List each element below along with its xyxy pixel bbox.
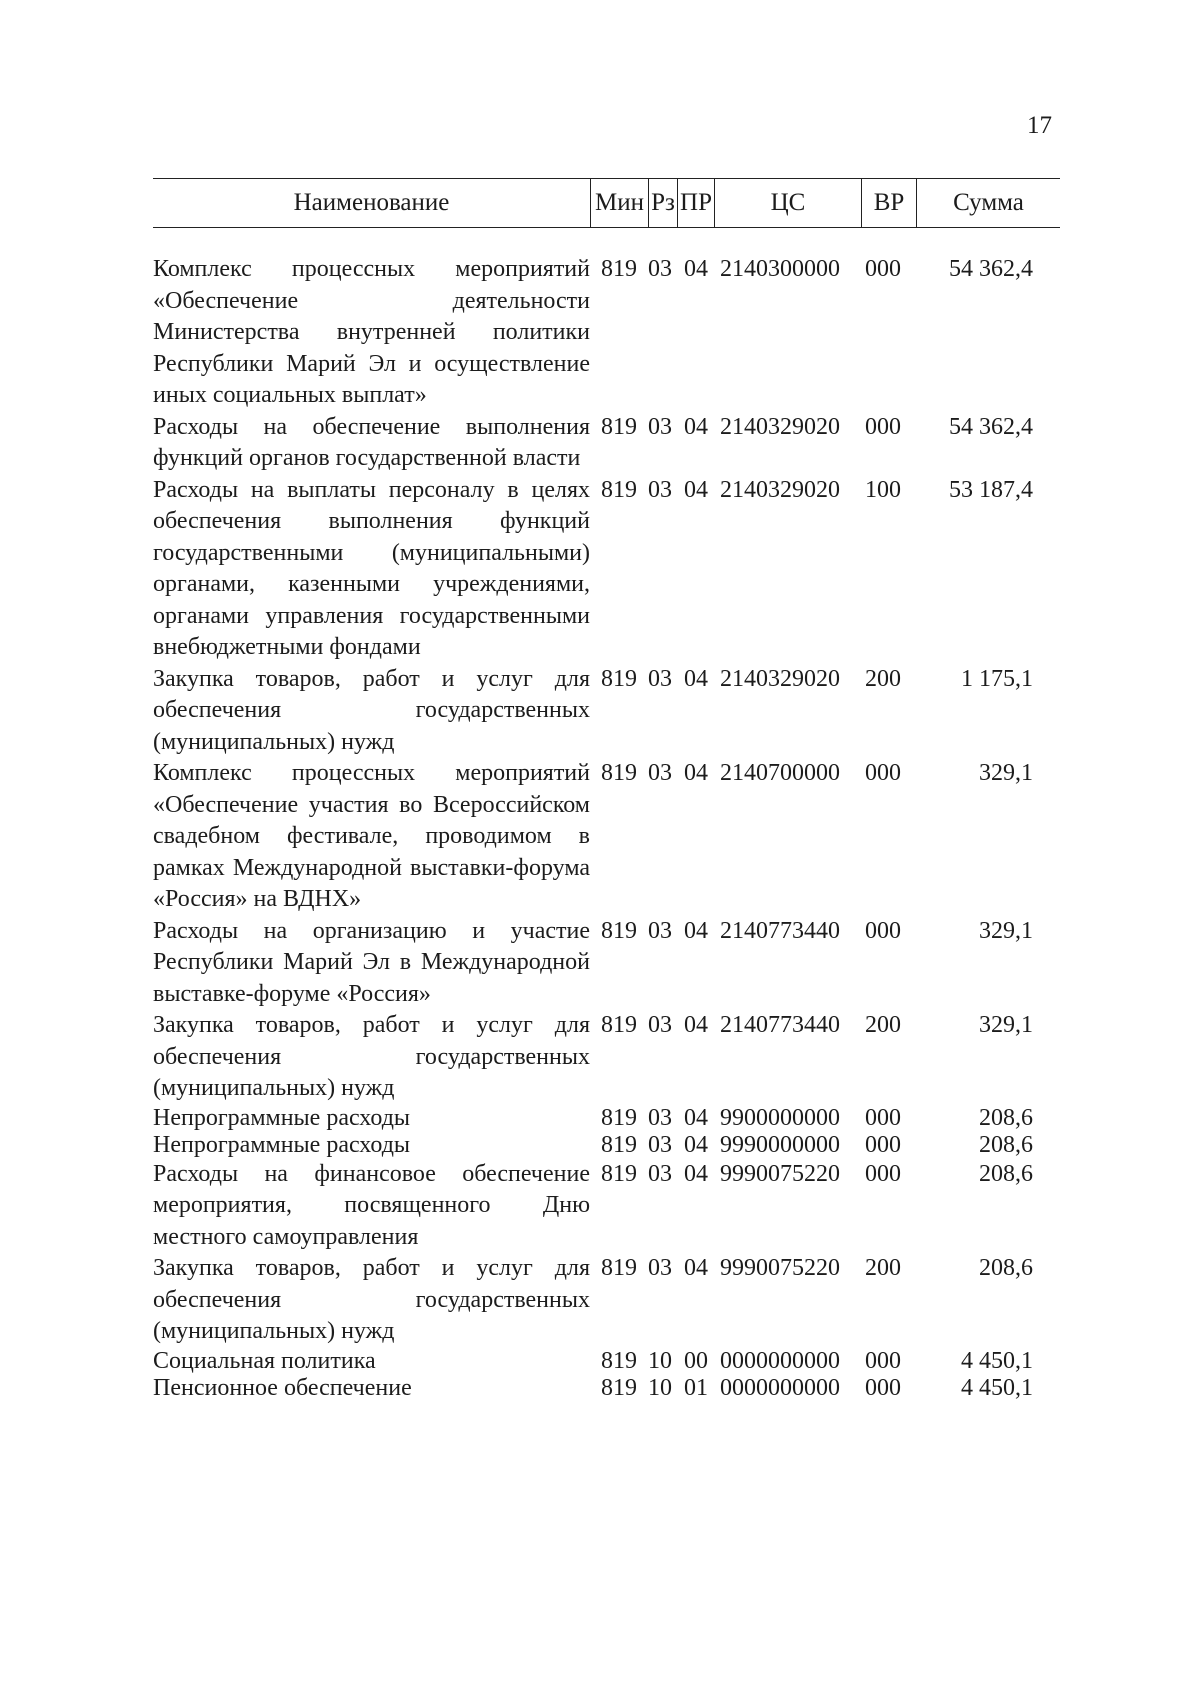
table-row — [153, 1105, 1060, 1132]
row-min: 819 — [601, 1374, 637, 1401]
row-name: Расходы на выплаты персоналу в целях обеспечения выполнения функций государственными (муниципальными) органами, казенными учреждениями, органами управления государственными внебюджетными фондами — [153, 476, 590, 660]
row-cs: 9990000000 — [720, 1131, 840, 1158]
row-min: 819 — [601, 1012, 637, 1038]
row-name: Закупка товаров, работ и услуг для обеспечения государственных (муниципальных) нужд — [153, 1012, 590, 1101]
row-sum: 208,6 — [979, 1104, 1033, 1131]
row-name: Непрограммные расходы — [153, 1104, 411, 1131]
page-number: 17 — [1027, 112, 1052, 139]
row-rz: 03 — [648, 1255, 672, 1281]
row-rz: 03 — [648, 1160, 672, 1187]
row-min: 819 — [601, 1347, 637, 1374]
row-cs: 2140329020 — [720, 413, 840, 440]
row-name: Комплекс процессных мероприятий «Обеспечение деятельности Министерства внутренней политики Республики Марий Эл и осуществление иных социальных выплат» — [153, 256, 590, 408]
row-sum: 1 175,1 — [961, 665, 1033, 692]
row-vr: 200 — [865, 1255, 901, 1281]
table-row — [153, 254, 1060, 412]
row-pr: 04 — [684, 256, 708, 282]
table-row — [153, 664, 1060, 759]
row-vr: 000 — [865, 413, 901, 440]
table-row — [153, 916, 1060, 1011]
row-rz: 03 — [648, 476, 672, 503]
row-pr: 04 — [684, 1104, 708, 1131]
table-row — [153, 1375, 1060, 1402]
row-name: Комплекс процессных мероприятий «Обеспечение участия во Всероссийском свадебном фестивале, проводимом в рамках Международной выставки-форума «Россия» на ВДНХ» — [153, 760, 590, 912]
table-row — [153, 1159, 1060, 1254]
row-pr: 04 — [684, 1012, 708, 1038]
row-rz: 10 — [648, 1374, 672, 1401]
table-row — [153, 1253, 1060, 1348]
row-cs: 2140329020 — [720, 665, 840, 692]
budget-table — [153, 178, 1060, 1402]
row-min: 819 — [601, 917, 637, 944]
row-vr: 000 — [865, 1374, 901, 1401]
header-name: Наименование — [293, 189, 450, 216]
row-pr: 04 — [684, 665, 708, 692]
row-vr: 000 — [865, 1160, 901, 1187]
table-body — [153, 254, 1060, 1402]
row-vr: 000 — [865, 1347, 901, 1374]
row-pr: 04 — [684, 413, 708, 440]
row-vr: 200 — [865, 665, 901, 692]
row-rz: 03 — [648, 256, 672, 282]
row-min: 819 — [601, 476, 637, 503]
row-name: Пенсионное обеспечение — [153, 1374, 412, 1401]
row-name: Непрограммные расходы — [153, 1131, 411, 1158]
row-rz: 10 — [648, 1347, 672, 1374]
table-row — [153, 412, 1060, 475]
row-rz: 03 — [648, 1012, 672, 1038]
row-vr: 000 — [865, 1104, 901, 1131]
row-min: 819 — [601, 760, 637, 786]
row-rz: 03 — [648, 665, 672, 692]
row-rz: 03 — [648, 1104, 672, 1131]
row-name: Расходы на финансовое обеспечение мероприятия, посвященного Дню местного самоуправления — [153, 1160, 590, 1250]
row-name: Расходы на обеспечение выполнения функций органов государственной власти — [153, 413, 590, 471]
row-pr: 01 — [684, 1374, 708, 1401]
header-min: Мин — [590, 179, 648, 227]
row-sum: 208,6 — [979, 1255, 1033, 1281]
row-pr: 04 — [684, 1160, 708, 1187]
header-rz: Рз — [648, 179, 677, 227]
table-header — [153, 178, 1060, 228]
row-vr: 000 — [865, 1131, 901, 1158]
row-sum: 329,1 — [979, 1012, 1033, 1038]
table-row — [153, 1348, 1060, 1375]
row-sum: 53 187,4 — [949, 476, 1033, 503]
row-min: 819 — [601, 256, 637, 282]
row-sum: 4 450,1 — [961, 1374, 1033, 1401]
row-name: Социальная политика — [153, 1347, 376, 1374]
row-min: 819 — [601, 413, 637, 440]
row-cs: 2140329020 — [720, 476, 840, 503]
row-min: 819 — [601, 1255, 637, 1281]
row-pr: 04 — [684, 760, 708, 786]
row-sum: 329,1 — [979, 917, 1033, 944]
table-row — [153, 758, 1060, 916]
row-pr: 04 — [684, 476, 708, 503]
header-pr: ПР — [677, 179, 715, 227]
row-min: 819 — [601, 665, 637, 692]
row-pr: 04 — [684, 917, 708, 944]
row-sum: 329,1 — [979, 760, 1033, 786]
row-rz: 03 — [648, 413, 672, 440]
row-cs: 2140773440 — [720, 917, 840, 944]
row-rz: 03 — [648, 917, 672, 944]
row-vr: 000 — [865, 760, 901, 786]
header-cs: ЦС — [770, 189, 806, 216]
row-rz: 03 — [648, 760, 672, 786]
table-row — [153, 1010, 1060, 1105]
table-row — [153, 475, 1060, 664]
row-sum: 54 362,4 — [949, 413, 1033, 440]
row-vr: 200 — [865, 1012, 901, 1038]
row-sum: 54 362,4 — [949, 256, 1033, 282]
row-cs: 0000000000 — [720, 1347, 840, 1374]
row-sum: 4 450,1 — [961, 1347, 1033, 1374]
row-name: Расходы на организацию и участие Республики Марий Эл в Международной выставке-форуме «Россия» — [153, 917, 590, 1007]
row-vr: 000 — [865, 256, 901, 282]
row-name: Закупка товаров, работ и услуг для обеспечения государственных (муниципальных) нужд — [153, 665, 590, 755]
row-pr: 04 — [684, 1131, 708, 1158]
row-vr: 100 — [865, 476, 901, 503]
row-cs: 9990075220 — [720, 1255, 840, 1281]
row-min: 819 — [601, 1131, 637, 1158]
row-cs: 2140773440 — [720, 1012, 840, 1038]
row-sum: 208,6 — [979, 1131, 1033, 1158]
header-sum: Сумма — [953, 189, 1024, 216]
row-cs: 0000000000 — [720, 1374, 840, 1401]
row-rz: 03 — [648, 1131, 672, 1158]
table-row — [153, 1132, 1060, 1159]
header-vr: ВР — [861, 179, 917, 227]
row-cs: 2140300000 — [720, 256, 840, 282]
row-pr: 04 — [684, 1255, 708, 1281]
row-min: 819 — [601, 1160, 637, 1187]
row-min: 819 — [601, 1104, 637, 1131]
row-cs: 9900000000 — [720, 1104, 840, 1131]
row-pr: 00 — [684, 1347, 708, 1374]
row-vr: 000 — [865, 917, 901, 944]
row-cs: 9990075220 — [720, 1160, 840, 1187]
row-cs: 2140700000 — [720, 760, 840, 786]
row-name: Закупка товаров, работ и услуг для обеспечения государственных (муниципальных) нужд — [153, 1255, 590, 1344]
row-sum: 208,6 — [979, 1160, 1033, 1187]
